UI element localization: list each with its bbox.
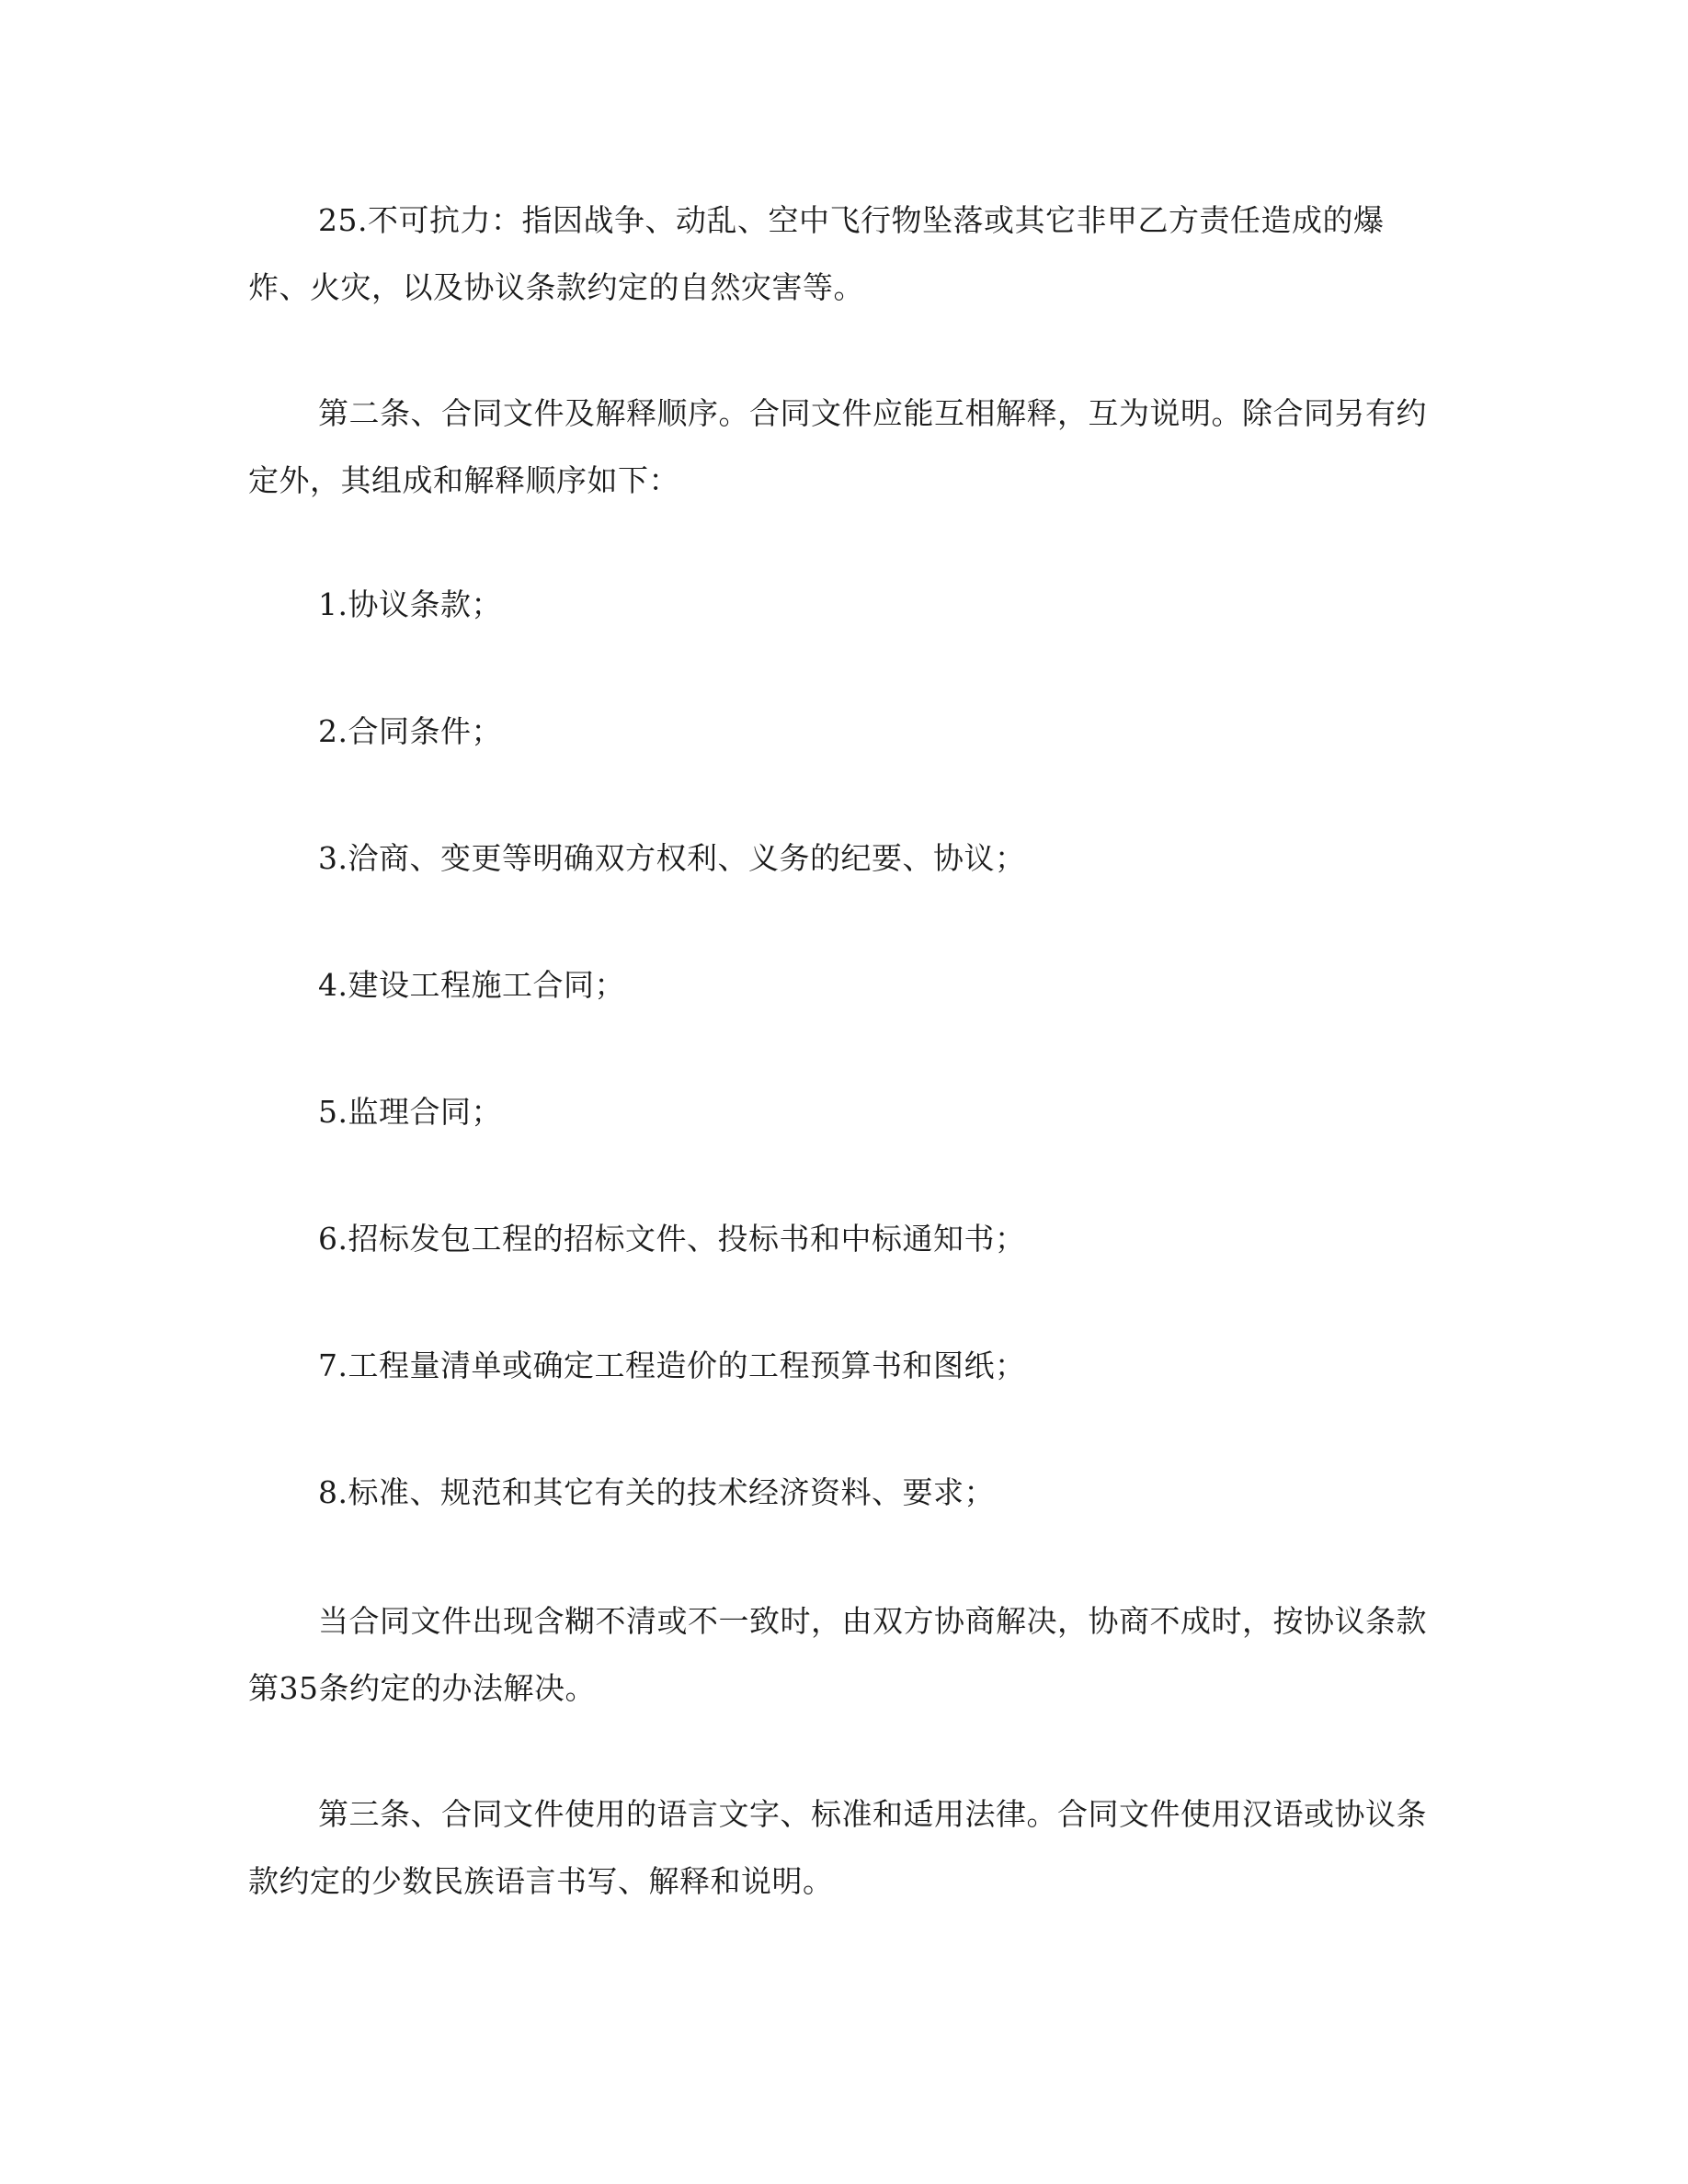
paragraph-ambiguity-resolution: 当合同文件出现含糊不清或不一致时，由双方协商解决，协商不成时，按协议条款第35条约定的办法解决。 [248, 1603, 1427, 1706]
paragraph-force-majeure: 25.不可抗力：指因战争、动乱、空中飞行物坠落或其它非甲乙方责任造成的爆炸、火灾，以及协议条款约定的自然灾害等。 [248, 202, 1385, 305]
list-item-3: 3.洽商、变更等明确双方权利、义务的纪要、协议； [318, 840, 1026, 876]
list-item-7: 7.工程量清单或确定工程造价的工程预算书和图纸； [318, 1348, 1026, 1383]
paragraph-article-2: 第二条、合同文件及解释顺序。合同文件应能互相解释，互为说明。除合同另有约定外，其组成和解释顺序如下： [248, 395, 1427, 498]
list-item-1: 1.协议条款； [318, 586, 502, 622]
list-item-5: 5.监理合同； [318, 1094, 502, 1130]
list-item-4: 4.建设工程施工合同； [318, 967, 625, 1003]
list-item-8: 8.标准、规范和其它有关的技术经济资料、要求； [318, 1474, 995, 1510]
list-item-2: 2.合同条件； [318, 713, 502, 749]
list-item-6: 6.招标发包工程的招标文件、投标书和中标通知书； [318, 1221, 1026, 1257]
paragraph-article-3: 第三条、合同文件使用的语言文字、标准和适用法律。合同文件使用汉语或协议条款约定的少数民族语言书写、解释和说明。 [248, 1796, 1427, 1899]
